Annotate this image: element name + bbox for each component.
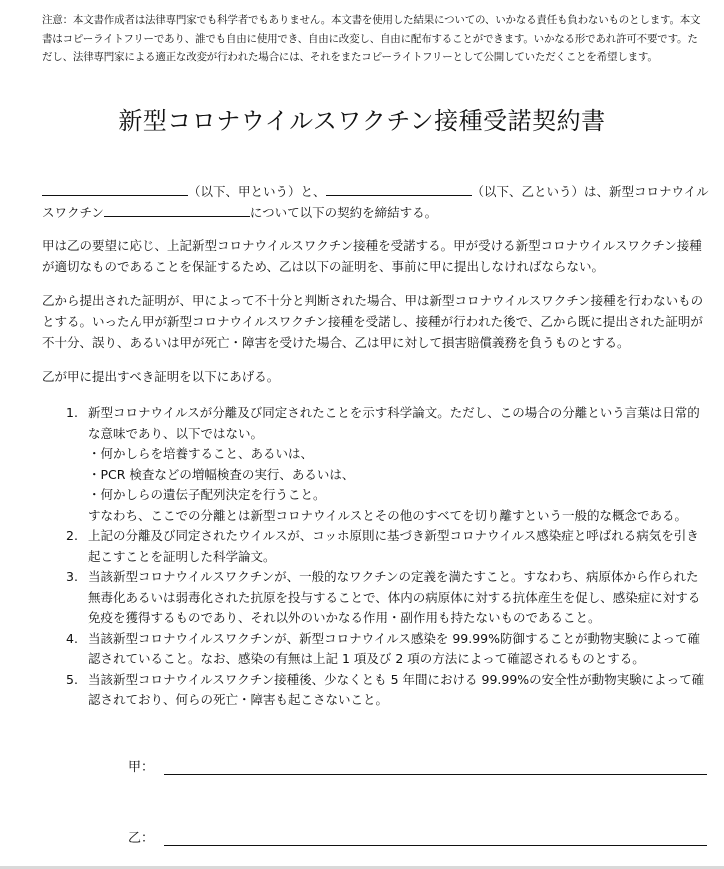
list-subitem: ・PCR 検査などの増幅検査の実行、あるいは、 [88,466,355,482]
paragraph-liability: 乙から提出された証明が、甲によって不十分と判断された場合、甲は新型コロナウイルスワクチン接種を行わないものとする。いったん甲が新型コロナウイルスワクチン接種を受諾し、接種が行われた後で、乙から既に提出された証明が不十分、誤り、あるいは甲が死亡・障害を受けた場合、乙は甲に対して損害賠償義務を負うものとする。 [42,293,704,350]
signature-kou-label: 甲： [128,760,155,775]
document-title: 新型コロナウイルスワクチン接種受諾契約書 [118,107,606,135]
list-number: 3. [66,569,78,584]
intro-paragraph [42,181,710,223]
list-item [42,629,710,670]
signature-otsu [128,829,154,849]
list-item-text: 上記の分離及び同定されたウイルスが、コッホ原則に基づき新型コロナウイルス感染症と呼ばれる病気を引き起こすことを証明した科学論文。 [88,528,699,564]
list-item-text: 当該新型コロナウイルスワクチンが、新型コロナウイルス感染を 99.99%防御することが動物実験によって確認されていること。なお、感染の有無は上記 1 項及び 2 項の方法によって確認されるものとする。 [88,630,701,666]
intro-part2: （以下、乙という）は、新型コロナウイル [471,184,709,199]
signature-kou-line[interactable] [164,774,707,775]
intro-part4: について以下の契約を締結する。 [249,205,438,220]
intro-part1: （以下、甲という）と、 [188,184,326,199]
list-number: 1. [66,405,78,420]
signature-otsu-line[interactable] [164,845,707,846]
signature-otsu-label: 乙： [128,831,155,846]
list-item [42,526,710,567]
list-item-text: 新型コロナウイルスが分離及び同定されたことを示す科学論文。ただし、この場合の分離という言葉は日常的な意味であり、以下ではない。 [88,405,700,441]
proof-list [42,403,710,711]
list-item [42,670,710,711]
intro-part3: スワクチン [42,205,104,220]
list-item-text: 当該新型コロナウイルスワクチンが、一般的なワクチンの定義を満たすこと。すなわち、病原体から作られた無毒化あるいは弱毒化された抗原を投与することで、体内の病原体に対する抗体産生を促し、感染症に対する免疫を獲得するものであり、それ以外のいかなる作用・副作用も持たないものであること。 [88,569,701,625]
paragraph-guarantee: 甲は乙の要望に応じ、上記新型コロナウイルスワクチン接種を受諾する。甲が受ける新型コロナウイルスワクチン接種が適切なものであることを保証するため、乙は以下の証明を、事前に甲に提出しなければならない。 [42,238,702,274]
list-subitem: ・何かしらを培養すること、あるいは、 [88,446,314,461]
list-item-text: 当該新型コロナウイルスワクチン接種後、少なくとも 5 年間における 99.99%の安全性が動物実験によって確認されており、何らの死亡・障害も起こさないこと。 [88,671,705,707]
signature-kou [128,758,154,778]
list-subitem: すなわち、ここでの分離とは新型コロナウイルスとその他のすべてを切り離すという一般的な概念である。 [88,507,688,523]
party-a-blank[interactable] [42,183,188,196]
list-item [42,403,710,526]
list-number: 4. [66,630,78,646]
disclaimer-notice: 注意：本文書作成者は法律専門家でも科学者でもありません。本文書を使用した結果についての、いかなる責任も負わないものとします。本文書はコピーライトフリーであり、誰でも自由に使用でき、自由に改変し、自由に配布することができます。いかなる形であれ許可不要です。ただし、法律専門家による適正な改変が行われた場合には、それをまたコピーライトフリーとして公開していただくことを希望します。 [42,14,701,63]
paragraph-proof-list-intro: 乙が甲に提出すべき証明を以下にあげる。 [42,369,280,384]
list-subitem: ・何かしらの遺伝子配列決定を行うこと。 [88,487,326,502]
party-b-blank[interactable] [326,183,472,196]
list-number: 2. [66,528,78,543]
list-item [42,567,710,629]
list-number: 5. [66,671,78,687]
vaccine-name-blank[interactable] [104,204,250,217]
